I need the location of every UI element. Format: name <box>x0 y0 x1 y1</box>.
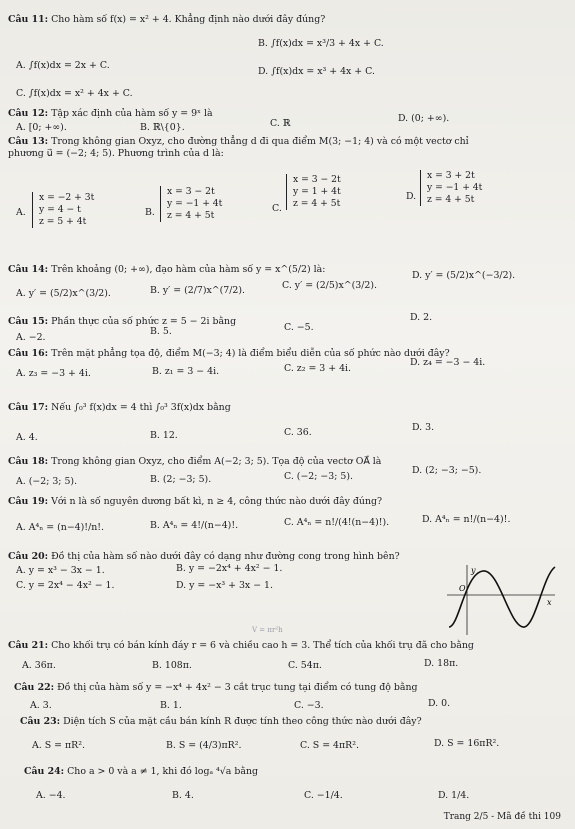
q15-label: Câu 15: <box>8 316 49 327</box>
q13-b-line3: z = 4 + 5t <box>167 210 215 221</box>
q13-b-letter: B. <box>145 207 155 218</box>
q22 <box>14 682 418 693</box>
q18-label: Câu 18: <box>8 456 49 467</box>
q24-option-a: A. −4. <box>36 790 66 801</box>
q15 <box>8 316 236 327</box>
q18-option-c: C. (−2; −3; 5). <box>284 471 353 482</box>
q13-c-line3: z = 4 + 5t <box>293 198 341 209</box>
q24-option-c: C. −1/4. <box>304 790 343 801</box>
q20-option-d: D. y = −x³ + 3x − 1. <box>176 580 273 591</box>
q14-stem: Trên khoảng (0; +∞), đạo hàm của hàm số y = x^(5/2) là: <box>51 264 326 275</box>
q23-stem: Diện tích S của mặt cầu bán kính R được tính theo công thức nào dưới đây? <box>63 716 422 727</box>
q14-option-b: B. y′ = (2/7)x^(7/2). <box>150 285 246 296</box>
q11-option-d: D. ∫f(x)dx = x³ + 4x + C. <box>258 66 375 77</box>
q14 <box>8 264 325 275</box>
q23-option-d: D. S = 16πR². <box>434 738 500 749</box>
q16 <box>8 348 450 359</box>
q12 <box>8 108 213 119</box>
q16-option-c: C. z₂ = 3 + 4i. <box>284 363 352 374</box>
q12-option-d: D. (0; +∞). <box>398 113 450 124</box>
q13-d-letter: D. <box>406 191 417 202</box>
q20-option-b: B. y = −2x⁴ + 4x² − 1. <box>176 563 283 574</box>
q11-label: Câu 11: <box>8 14 49 25</box>
q18-option-d: D. (2; −3; −5). <box>412 465 482 476</box>
q13-a-letter: A. <box>16 207 26 218</box>
x-axis-label: x <box>547 598 552 607</box>
curve <box>449 567 555 627</box>
q13-d-line1: x = 3 + 2t <box>427 170 475 181</box>
q16-option-a: A. z₃ = −3 + 4i. <box>16 368 91 379</box>
q21-option-d: D. 18π. <box>424 658 459 669</box>
q13-c-line2: y = 1 + 4t <box>293 186 341 197</box>
q13-b-line2: y = −1 + 4t <box>167 198 223 209</box>
q18-option-a: A. (−2; 3; 5). <box>16 476 78 487</box>
q14-option-c: C. y′ = (2/5)x^(3/2). <box>282 280 377 291</box>
q19-label: Câu 19: <box>8 496 49 507</box>
q16-option-b: B. z₁ = 3 − 4i. <box>152 366 220 377</box>
q21-option-c: C. 54π. <box>288 660 322 671</box>
q22-option-c: C. −3. <box>294 700 324 711</box>
q15-option-b: B. 5. <box>150 326 172 337</box>
origin-label: O <box>459 584 466 593</box>
q23 <box>20 716 422 727</box>
q17 <box>8 402 231 413</box>
q16-stem: Trên mặt phẳng tọa độ, điểm M(−3; 4) là điểm biểu diễn của số phức nào dưới đây? <box>51 348 450 359</box>
y-axis-label: y <box>471 566 476 575</box>
q20-option-c: C. y = 2x⁴ − 4x² − 1. <box>16 580 115 591</box>
q17-stem: Nếu ∫₀³ f(x)dx = 4 thì ∫₀³ 3f(x)dx bằng <box>51 402 231 413</box>
q23-label: Câu 23: <box>20 716 61 727</box>
q13-c-letter: C. <box>272 203 282 214</box>
q23-option-b: B. S = (4/3)πR². <box>166 740 242 751</box>
q16-option-d: D. z₄ = −3 − 4i. <box>410 357 486 368</box>
q21-stem: Cho khối trụ có bán kính đáy r = 6 và chiều cao h = 3. Thể tích của khối trụ đã cho bằng <box>51 640 474 651</box>
q19-option-d: D. A⁴ₙ = n!/(n−4)!. <box>422 514 511 525</box>
q13-label: Câu 13: <box>8 136 49 147</box>
q11-option-c: C. ∫f(x)dx = x² + 4x + C. <box>16 88 133 99</box>
q13-a-line3: z = 5 + 4t <box>39 216 87 227</box>
q13-a-line2: y = 4 − t <box>39 204 81 215</box>
q17-option-a: A. 4. <box>16 432 38 443</box>
q13 <box>8 136 469 147</box>
q11 <box>8 14 325 25</box>
q12-option-a: A. [0; +∞). <box>16 122 67 133</box>
q21 <box>8 640 474 651</box>
q18-option-b: B. (2; −3; 5). <box>150 474 212 485</box>
q24-option-d: D. 1/4. <box>438 790 470 801</box>
q22-label: Câu 22: <box>14 682 55 693</box>
page-footer: Trang 2/5 - Mã đề thi 109 <box>443 812 561 822</box>
q22-option-b: B. 1. <box>160 700 182 711</box>
q19-option-c: C. A⁴ₙ = n!/(4!(n−4)!). <box>284 517 390 528</box>
q22-stem: Đồ thị của hàm số y = −x⁴ + 4x² − 3 cắt trục tung tại điểm có tung độ bằng <box>57 682 418 693</box>
q11-option-b: B. ∫f(x)dx = x³/3 + 4x + C. <box>258 38 384 49</box>
q13-c-line1: x = 3 − 2t <box>293 174 341 185</box>
q13-option-d <box>420 170 482 206</box>
q12-option-c: C. ℝ <box>270 118 291 129</box>
q20-curve-graph <box>447 565 557 635</box>
q19-stem: Với n là số nguyên dương bất kì, n ≥ 4, công thức nào dưới đây đúng? <box>51 496 383 507</box>
q22-option-a: A. 3. <box>30 700 52 711</box>
q24 <box>24 766 258 777</box>
q15-option-c: C. −5. <box>284 322 314 333</box>
q12-option-b: B. ℝ\{0}. <box>140 122 185 133</box>
q21-option-b: B. 108π. <box>152 660 192 671</box>
q11-option-a: A. ∫f(x)dx = 2x + C. <box>16 60 110 71</box>
q11-stem: Cho hàm số f(x) = x² + 4. Khẳng định nào dưới đây đúng? <box>51 14 326 25</box>
q13-stem: Trong không gian Oxyz, cho đường thẳng d đi qua điểm M(3; −1; 4) và có một vectơ chỉ <box>51 136 469 147</box>
q24-option-b: B. 4. <box>172 790 194 801</box>
q15-option-d: D. 2. <box>410 312 433 323</box>
q24-stem: Cho a > 0 và a ≠ 1, khi đó logₐ ⁴√a bằng <box>67 766 258 777</box>
q13-option-c <box>286 174 341 210</box>
q14-label: Câu 14: <box>8 264 49 275</box>
q19-option-b: B. A⁴ₙ = 4!/(n−4)!. <box>150 520 239 531</box>
q13-stem2: phương u⃗ = (−2; 4; 5). Phương trình của d là: <box>8 148 224 159</box>
q21-option-a: A. 36π. <box>22 660 56 671</box>
q20-stem: Đồ thị của hàm số nào dưới đây có dạng như đường cong trong hình bên? <box>51 551 400 562</box>
q24-label: Câu 24: <box>24 766 65 777</box>
q13-option-a <box>32 192 94 228</box>
q12-label: Câu 12: <box>8 108 49 119</box>
q13-b-line1: x = 3 − 2t <box>167 186 215 197</box>
q19 <box>8 496 382 507</box>
q12-stem: Tập xác định của hàm số y = 9ˣ là <box>51 108 213 119</box>
q18-stem: Trong không gian Oxyz, cho điểm A(−2; 3; 5). Tọa độ của vectơ OA⃗ là <box>51 456 382 467</box>
q14-option-d: D. y′ = (5/2)x^(−3/2). <box>412 270 516 281</box>
q17-label: Câu 17: <box>8 402 49 413</box>
q15-stem: Phần thực của số phức z = 5 − 2i bằng <box>51 316 237 327</box>
q20-label: Câu 20: <box>8 551 49 562</box>
q13-option-b <box>160 186 222 222</box>
q19-option-a: A. A⁴ₙ = (n−4)!/n!. <box>16 522 105 533</box>
q20 <box>8 551 400 562</box>
q17-option-b: B. 12. <box>150 430 178 441</box>
q23-option-c: C. S = 4πR². <box>300 740 359 751</box>
q21-label: Câu 21: <box>8 640 49 651</box>
q13-a-line1: x = −2 + 3t <box>39 192 95 203</box>
q17-option-c: C. 36. <box>284 427 312 438</box>
q21-handwritten-note: V = πr²h <box>252 626 283 634</box>
q20-option-a: A. y = x³ − 3x − 1. <box>16 565 105 576</box>
q17-option-d: D. 3. <box>412 422 435 433</box>
q23-option-a: A. S = πR². <box>32 740 85 751</box>
q13-d-line2: y = −1 + 4t <box>427 182 483 193</box>
q15-option-a: A. −2. <box>16 332 46 343</box>
q14-option-a: A. y′ = (5/2)x^(3/2). <box>16 288 111 299</box>
q22-option-d: D. 0. <box>428 698 451 709</box>
q16-label: Câu 16: <box>8 348 49 359</box>
q13-d-line3: z = 4 + 5t <box>427 194 475 205</box>
q18 <box>8 456 381 467</box>
